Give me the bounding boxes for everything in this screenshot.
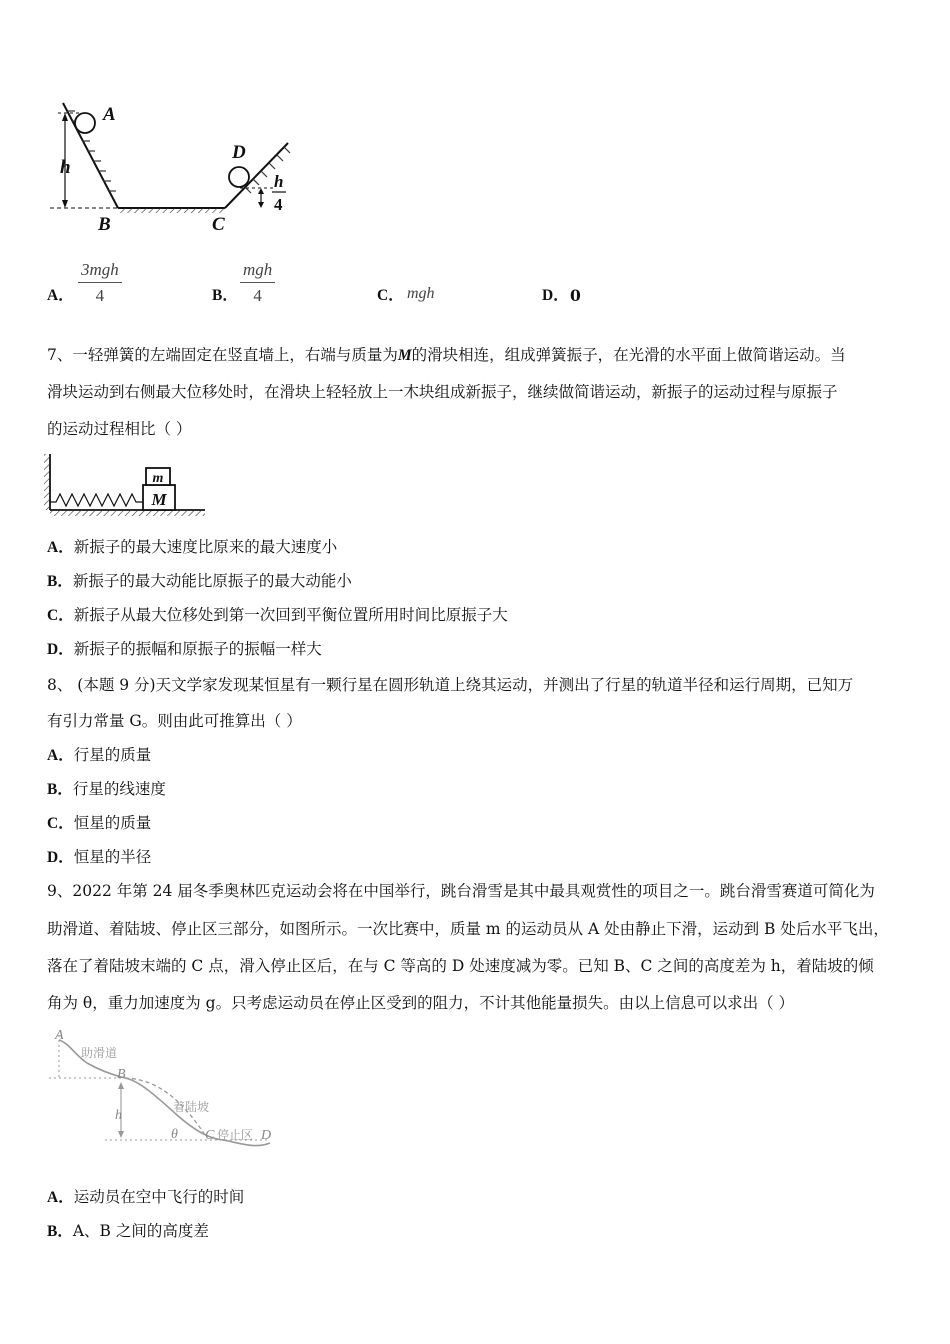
q7-stem-line-2: 滑块运动到右侧最大位移处时，在滑块上轻轻放上一木块组成新振子，继续做简谐运动，新振子的运动过程与原振子 [47, 383, 838, 401]
q7-option-b [47, 571, 352, 592]
q8-stem-line-2: 有引力常量 G。则由此可推算出（ ） [47, 712, 302, 730]
ski-label-stop: 停止区 [217, 1128, 254, 1142]
ski-label-theta: θ [171, 1127, 178, 1142]
q7-line1-end: 的滑块相连，组成弹簧振子，在光滑的水平面上做简谐运动。当 [411, 346, 846, 364]
ski-label-d: D [261, 1128, 272, 1143]
label-h-fraction-den: 4 [274, 195, 283, 214]
q9-option-b [47, 1221, 209, 1242]
q9-option-b-text: A、B 之间的高度差 [72, 1222, 209, 1240]
q7-option-a-letter: A． [47, 539, 74, 556]
q7-stem-line-1 [47, 345, 846, 366]
ski-label-ramp: 助滑道 [81, 1046, 118, 1060]
q8-option-a-letter: A． [47, 747, 74, 764]
q8-option-d-letter: D． [47, 849, 74, 866]
q9-option-a-letter: A． [47, 1189, 74, 1206]
q9-stem-line-4: 角为 θ，重力加速度为 g。只考虑运动员在停止区受到的阻力，不计其他能量损失。由以上信息可以求出（ ） [47, 994, 795, 1012]
q8-option-b-letter: B． [47, 781, 73, 798]
q7-option-b-letter: B． [47, 573, 73, 590]
q7-mass-symbol: M [397, 347, 412, 364]
ski-label-c: C [205, 1128, 215, 1143]
q6-option-a-num: 3mgh [78, 260, 122, 283]
label-d: D [232, 142, 246, 163]
q7-option-a [47, 537, 337, 558]
q6-option-b-den: 4 [253, 286, 262, 305]
ball-d [229, 167, 249, 187]
q8-option-d-text: 恒星的半径 [73, 848, 152, 866]
q8-option-a [47, 745, 151, 766]
q9-option-a-text: 运动员在空中飞行的时间 [73, 1188, 245, 1206]
q8-option-b-text: 行星的线速度 [72, 780, 166, 798]
q7-option-b-text: 新振子的最大动能比原振子的最大动能小 [72, 572, 352, 590]
label-big-m: M [151, 490, 167, 509]
q6-figure [40, 95, 305, 240]
q9-option-b-letter: B． [47, 1223, 73, 1240]
q7-option-d-letter: D． [47, 641, 74, 658]
q7-option-d-text: 新振子的振幅和原振子的振幅一样大 [73, 640, 322, 658]
q7-option-d [47, 639, 322, 660]
q7-option-c [47, 605, 508, 626]
q6-option-d-value: 0 [570, 286, 581, 305]
q7-option-c-text: 新振子从最大位移处到第一次回到平衡位置所用时间比原振子大 [73, 606, 508, 624]
ski-label-a: A [55, 1028, 64, 1043]
q8-option-c-letter: C． [47, 815, 74, 832]
q6-option-c-value: mgh [407, 285, 435, 302]
q8-option-b [47, 779, 166, 800]
q6-option-a-den: 4 [95, 286, 105, 305]
label-h: h [60, 157, 71, 178]
q6-option-b-fraction [240, 260, 275, 306]
q9-option-a [47, 1187, 244, 1208]
q6-option-b-letter: B． [212, 287, 238, 304]
q6-option-a-fraction [78, 260, 122, 306]
q7-spring-figure [42, 450, 212, 520]
q8-option-a-text: 行星的质量 [73, 746, 152, 764]
q8-option-c [47, 813, 151, 834]
q9-stem-line-1: 9、2022 年第 24 届冬季奥林匹克运动会将在中国举行，跳台滑雪是其中最具观赏性的项目之一。跳台滑雪赛道可简化为 [47, 882, 875, 900]
label-a: A [103, 104, 116, 125]
q7-option-c-letter: C． [47, 607, 74, 624]
q6-option-a-letter: A． [47, 287, 74, 304]
label-c: C [212, 214, 225, 235]
q6-option-c-letter: C． [377, 287, 404, 304]
q8-option-d [47, 847, 151, 868]
q9-stem-line-3: 落在了着陆坡末端的 C 点，滑入停止区后，在与 C 等高的 D 处速度减为零。已知 B、C 之间的高度差为 h，着陆坡的倾 [47, 957, 874, 975]
q9-ski-figure [45, 1025, 285, 1155]
label-small-m: m [152, 471, 164, 486]
ball-a [75, 113, 95, 133]
q7-option-a-text: 新振子的最大速度比原来的最大速度小 [73, 538, 338, 556]
ski-label-landing: 着陆坡 [173, 1100, 210, 1114]
label-h-fraction-num: h [274, 172, 284, 191]
ski-label-b: B [117, 1067, 126, 1082]
q9-stem-line-2: 助滑道、着陆坡、停止区三部分，如图所示。一次比赛中，质量 m 的运动员从 A 处由静止下滑，运动到 B 处后水平飞出， [47, 920, 889, 938]
q8-option-c-text: 恒星的质量 [73, 814, 152, 832]
q6-option-d-letter: D． [542, 287, 569, 304]
q7-line1-start: 7、一轻弹簧的左端固定在竖直墙上，右端与质量为 [47, 346, 398, 364]
q7-stem-line-3: 的运动过程相比（ ） [47, 420, 192, 438]
q6-option-b-num: mgh [240, 260, 275, 283]
label-b: B [98, 214, 111, 235]
ski-label-h: h [115, 1108, 122, 1123]
q8-stem-line-1: 8、 (本题 9 分)天文学家发现某恒星有一颗行星在圆形轨道上绕其运动，并测出了行星的轨道半径和运行周期，已知万 [47, 676, 854, 694]
